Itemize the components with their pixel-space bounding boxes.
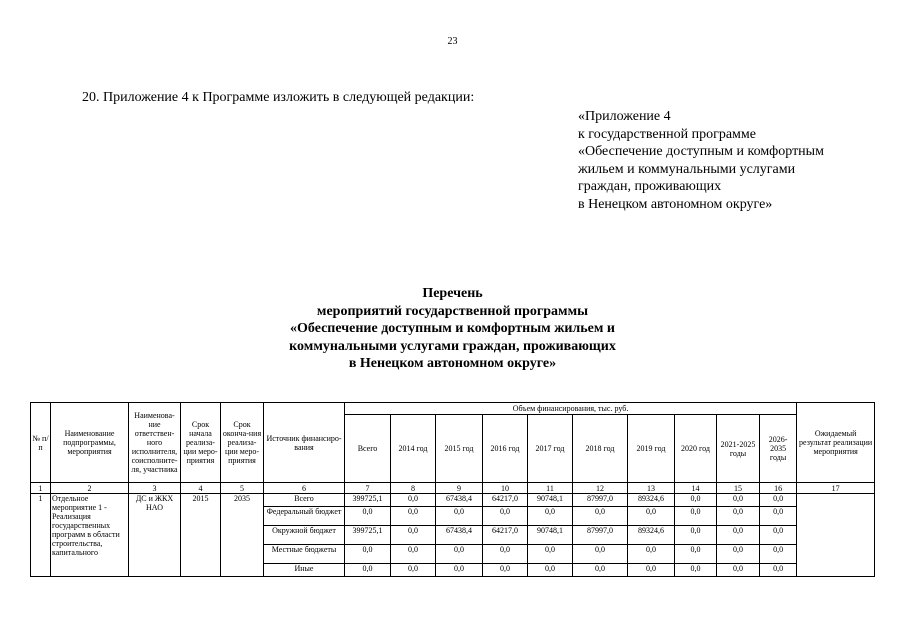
funding-value-cell: 0,0 <box>345 507 391 526</box>
row-start: 2015 <box>181 494 221 577</box>
appendix-line: к государственной программе <box>578 126 756 142</box>
funding-value-cell: 0,0 <box>675 494 717 507</box>
funding-value-cell: 0,0 <box>628 545 675 564</box>
funding-value-cell: 0,0 <box>717 494 760 507</box>
funding-value-cell: 0,0 <box>483 507 528 526</box>
funding-value-cell: 399725,1 <box>345 526 391 545</box>
header-num: № п/п <box>31 403 51 483</box>
header-start: Срок начала реализа-ции меро-приятия <box>181 403 221 483</box>
row-source: Иные <box>264 564 345 577</box>
funding-value-cell: 0,0 <box>717 526 760 545</box>
header-name: Наименование подпрограммы, мероприятия <box>51 403 129 483</box>
header-result: Ожидаемый результат реализации мероприятия <box>797 403 875 483</box>
funding-value-cell: 0,0 <box>573 564 628 577</box>
funding-value-cell: 0,0 <box>483 545 528 564</box>
row-executor: ДС и ЖКХ НАО <box>129 494 181 577</box>
appendix-line: жильем и коммунальными услугами <box>578 161 796 177</box>
column-index-cell: 8 <box>391 483 436 494</box>
header-executor: Наименова-ние ответствен-ного исполнителя, соисполните-ля, участника <box>129 403 181 483</box>
funding-value-cell: 0,0 <box>760 526 797 545</box>
document-title <box>0 285 905 373</box>
funding-value-cell: 0,0 <box>628 564 675 577</box>
funding-value-cell: 0,0 <box>436 507 483 526</box>
header-funding-year: Всего <box>345 415 391 483</box>
funding-value-cell: 399725,1 <box>345 494 391 507</box>
funding-value-cell: 0,0 <box>675 564 717 577</box>
column-index-cell: 2 <box>51 483 129 494</box>
table-row <box>31 494 875 507</box>
row-source: Местные бюджеты <box>264 545 345 564</box>
funding-value-cell: 0,0 <box>760 494 797 507</box>
column-index-cell: 16 <box>760 483 797 494</box>
amendment-instruction: 20. Приложение 4 к Программе изложить в следующей редакции: <box>82 90 475 105</box>
header-funding-year: 2015 год <box>436 415 483 483</box>
column-index-cell: 17 <box>797 483 875 494</box>
funding-value-cell: 0,0 <box>760 545 797 564</box>
column-index-cell: 4 <box>181 483 221 494</box>
funding-value-cell: 0,0 <box>483 564 528 577</box>
title-line: Перечень <box>422 286 483 301</box>
column-index-cell: 15 <box>717 483 760 494</box>
measures-table <box>30 402 875 577</box>
funding-value-cell: 0,0 <box>391 494 436 507</box>
column-index-cell: 9 <box>436 483 483 494</box>
appendix-line: «Приложение 4 <box>578 109 671 124</box>
row-end: 2035 <box>221 494 264 577</box>
row-name: Отдельное мероприятие 1 - Реализация государственных программ в области строительства, капитального <box>51 494 129 577</box>
column-index-cell: 3 <box>129 483 181 494</box>
funding-value-cell: 0,0 <box>717 564 760 577</box>
title-line: мероприятий государственной программы <box>316 303 589 319</box>
funding-value-cell: 90748,1 <box>528 494 573 507</box>
header-funding-year: 2020 год <box>675 415 717 483</box>
appendix-line: «Обеспечение доступным и комфортным <box>578 144 824 159</box>
title-line: коммунальными услугами граждан, проживающих <box>289 338 616 354</box>
row-result <box>797 494 875 577</box>
funding-value-cell: 0,0 <box>391 507 436 526</box>
funding-value-cell: 0,0 <box>436 545 483 564</box>
funding-value-cell: 0,0 <box>391 526 436 545</box>
row-source: Федеральный бюджет <box>264 507 345 526</box>
title-line: в Ненецком автономном округе» <box>348 356 557 371</box>
header-source: Источник финансиро-вания <box>264 403 345 483</box>
appendix-line: в Ненецком автономном округе» <box>578 196 773 212</box>
funding-value-cell: 64217,0 <box>483 494 528 507</box>
funding-value-cell: 64217,0 <box>483 526 528 545</box>
column-index-cell: 12 <box>573 483 628 494</box>
header-funding-year: 2021-2025 годы <box>717 415 760 483</box>
column-index-cell: 11 <box>528 483 573 494</box>
funding-value-cell: 0,0 <box>675 545 717 564</box>
page-number: 23 <box>447 36 458 47</box>
appendix-caption <box>578 108 824 213</box>
appendix-line: граждан, проживающих <box>578 179 722 194</box>
column-index-cell: 14 <box>675 483 717 494</box>
column-index-cell: 13 <box>628 483 675 494</box>
funding-value-cell: 0,0 <box>573 507 628 526</box>
funding-value-cell: 0,0 <box>436 564 483 577</box>
title-line: «Обеспечение доступным и комфортным жильем и <box>290 321 615 336</box>
header-funding-year: 2019 год <box>628 415 675 483</box>
funding-value-cell: 0,0 <box>628 507 675 526</box>
row-num: 1 <box>31 494 51 577</box>
funding-value-cell: 0,0 <box>345 564 391 577</box>
funding-value-cell: 0,0 <box>717 507 760 526</box>
row-source: Окружной бюджет <box>264 526 345 545</box>
funding-value-cell: 0,0 <box>675 507 717 526</box>
funding-value-cell: 0,0 <box>717 545 760 564</box>
funding-value-cell: 0,0 <box>760 507 797 526</box>
funding-value-cell: 0,0 <box>345 545 391 564</box>
funding-value-cell: 67438,4 <box>436 494 483 507</box>
funding-value-cell: 89324,6 <box>628 494 675 507</box>
funding-value-cell: 90748,1 <box>528 526 573 545</box>
row-source: Всего <box>264 494 345 507</box>
header-end: Срок оконча-ния реализа-ции меро-приятия <box>221 403 264 483</box>
column-index-cell: 5 <box>221 483 264 494</box>
funding-value-cell: 67438,4 <box>436 526 483 545</box>
column-index-cell: 1 <box>31 483 51 494</box>
funding-value-cell: 87997,0 <box>573 526 628 545</box>
header-funding-year: 2014 год <box>391 415 436 483</box>
funding-value-cell: 0,0 <box>391 564 436 577</box>
column-index-cell: 7 <box>345 483 391 494</box>
funding-value-cell: 0,0 <box>573 545 628 564</box>
funding-value-cell: 87997,0 <box>573 494 628 507</box>
funding-value-cell: 0,0 <box>528 545 573 564</box>
funding-value-cell: 0,0 <box>391 545 436 564</box>
header-funding-year: 2016 год <box>483 415 528 483</box>
funding-value-cell: 0,0 <box>760 564 797 577</box>
column-index-cell: 6 <box>264 483 345 494</box>
funding-value-cell: 0,0 <box>528 507 573 526</box>
funding-value-cell: 0,0 <box>528 564 573 577</box>
header-funding-year: 2026-2035 годы <box>760 415 797 483</box>
header-funding-year: 2017 год <box>528 415 573 483</box>
header-funding-year: 2018 год <box>573 415 628 483</box>
header-funding-group: Объем финансирования, тыс. руб. <box>345 403 797 415</box>
funding-value-cell: 89324,6 <box>628 526 675 545</box>
funding-value-cell: 0,0 <box>675 526 717 545</box>
column-index-cell: 10 <box>483 483 528 494</box>
